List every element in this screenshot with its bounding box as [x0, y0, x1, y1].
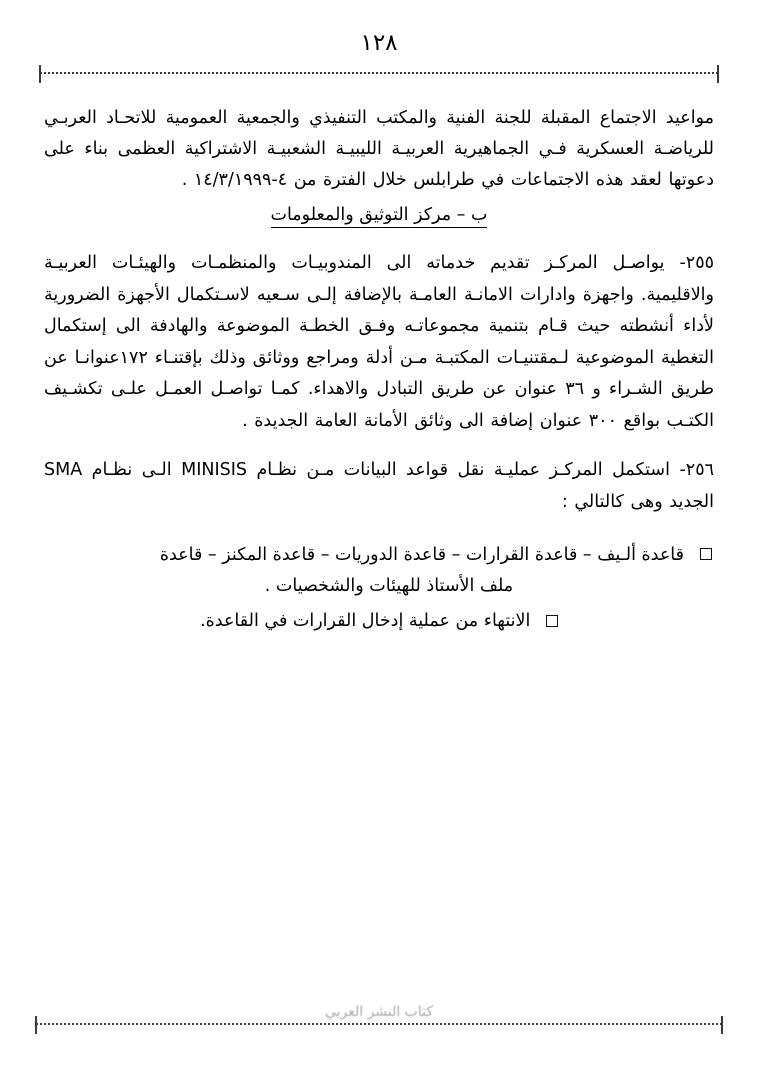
list-item	[44, 606, 714, 637]
page-number: ١٢٨	[360, 30, 398, 56]
list-item	[44, 540, 714, 602]
list-item-line-2: ملف الأستاذ للهيئات والشخصيات .	[264, 576, 514, 596]
intro-paragraph: مواعيد الاجتماع المقبلة للجنة الفنية والمكتب التنفيذي والجمعية العمومية للاتحـاد العربـي للرياضـة العسكرية فـي الجماهيرية العربيـة الليبيـة الشعبيـة الاشتراكية العظمى بناء على دعوتها لعقد هذه الاجتماعات في طرابلس خلال الفترة من ٤-١٤/٣/١٩٩٩ .	[44, 108, 714, 190]
bullet-list	[44, 540, 714, 637]
square-bullet-icon	[700, 548, 712, 560]
section-heading	[44, 200, 714, 230]
list-item-line-1: الانتهاء من عملية إدخال القرارات في القاعدة.	[200, 611, 531, 631]
page-content	[44, 103, 714, 641]
item-number-256: ٢٥٦-	[679, 460, 714, 480]
item-text-255: يواصـل المركـز تقديم خدماته الى المندوبيـات والمنظمـات والهيئـات العربيـة والاقليمية. واجهزة وادارات الامانـة العامـة بالإضافة إلـى سـعيه لاسـتكمال الأجهزة الضرورية لأداء أنشطته حيث قـام بتنمية مجموعاتـه وفـق الخطـة الموضوعة والهادفة الى إستكمال التغطية الموضوعية لـمقتنيـات المكتبـة مـن أدلة ومراجع ووثائق وذلك بإقتنـاء ١٧٢عنوانـا عن طريق الشـراء و ٣٦ عنوان عن طريق التبادل والاهداء. كمـا تواصـل العمـل علـى تكشـيف الكتـب بواقع ٣٠٠ عنوان إضافة الى وثائق الأمانة العامة الجديدة .	[44, 253, 714, 431]
item-text-256: استكمل المركـز عمليـة نقل قواعد البيانات مـن نظـام MINISIS الـى نظـام SMA الجديد وهى كالتالي :	[44, 460, 714, 512]
list-item-line-1: قاعدة ألـيف – قاعدة القرارات – قاعدة الدوريات – قاعدة المكنز – قاعدة	[159, 545, 684, 565]
numbered-item-256	[44, 455, 714, 518]
item-number-255: ٢٥٥-	[679, 253, 714, 273]
section-heading-text: ب – مركز التوثيق والمعلومات	[271, 205, 488, 228]
top-divider-rule	[40, 72, 718, 76]
footer-watermark: كتاب النشر العربي	[324, 1004, 434, 1020]
numbered-item-255	[44, 248, 714, 437]
bottom-divider-rule	[36, 1023, 722, 1027]
square-bullet-icon	[546, 615, 558, 627]
